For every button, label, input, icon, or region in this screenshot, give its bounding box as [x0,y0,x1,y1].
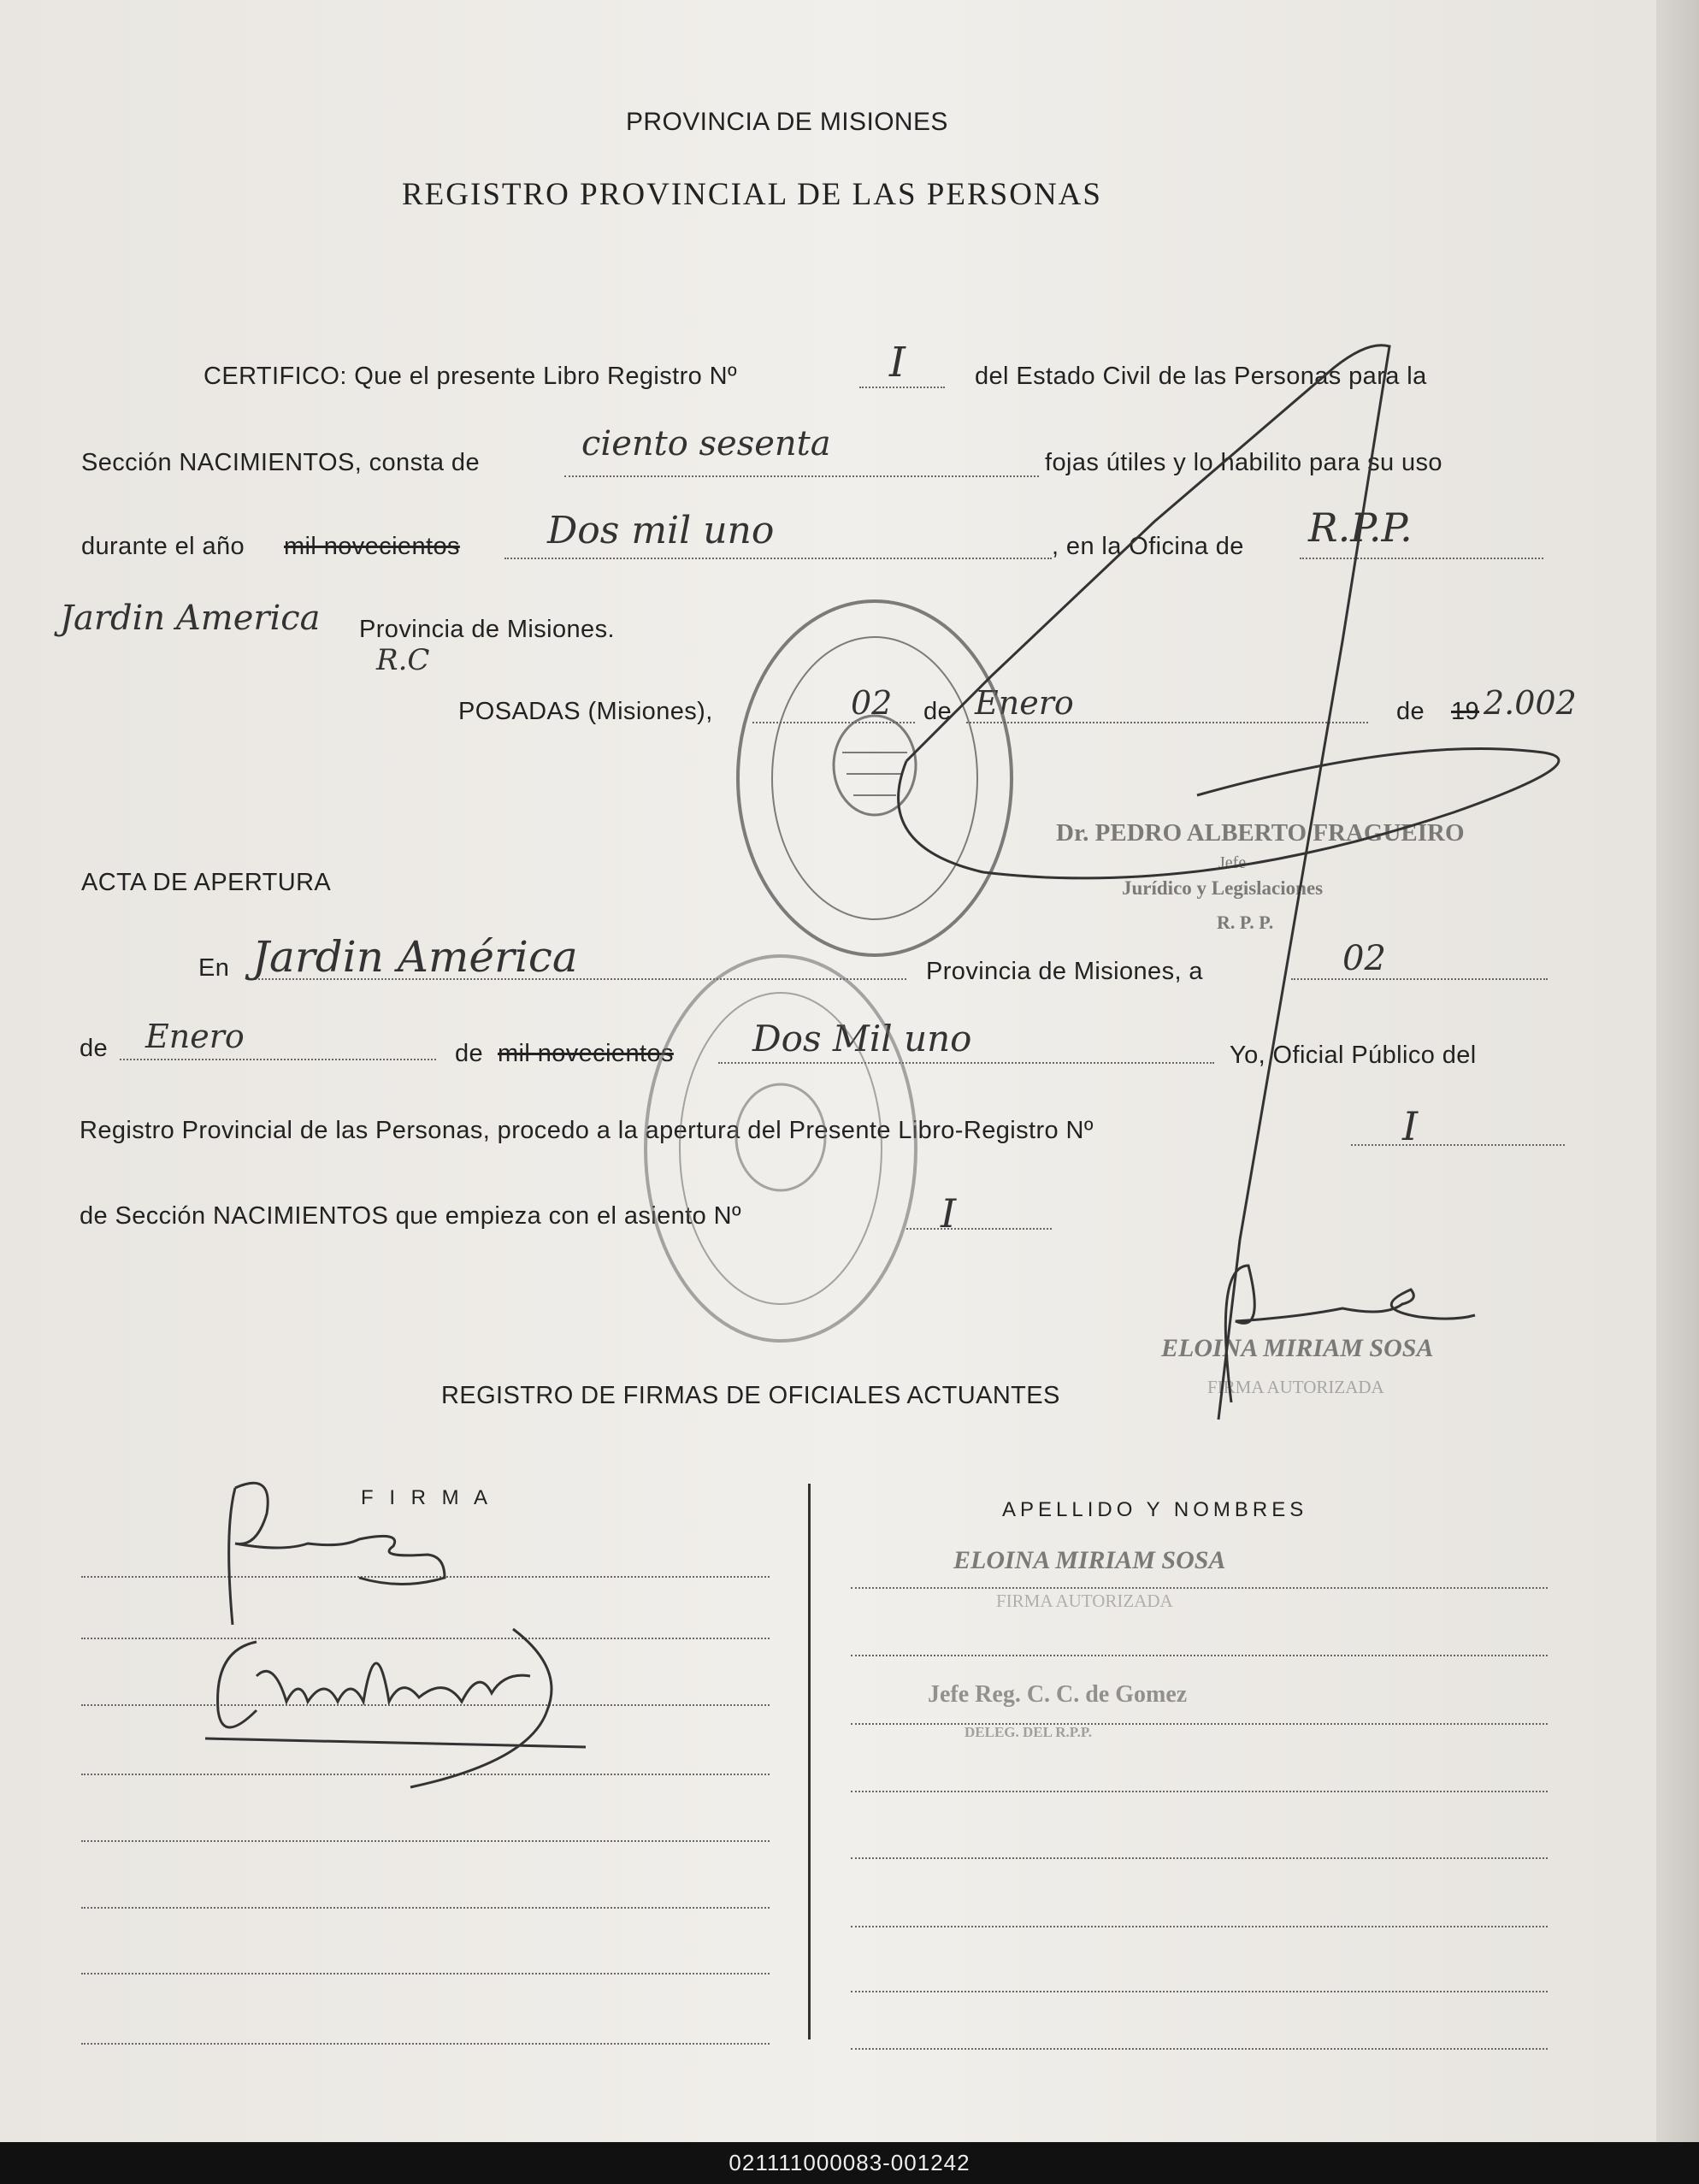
officer-signature-1 [229,1483,445,1625]
cert-struck-year: mil novecientos [284,533,460,560]
delegation-seal-lower [646,956,916,1341]
stamp-pedro-role: Jefe [1218,853,1247,872]
signatures-heading: REGISTRO DE FIRMAS DE OFICIALES ACTUANTES [441,1382,1060,1409]
stamp-pedro-dept: Jurídico y Legislaciones [1122,877,1324,899]
cert-book-no: I [889,339,906,387]
cert-office-place: Jardin America [60,599,321,638]
cert-line3-a: durante el año [81,533,245,560]
stamp-eloina-role: FIRMA AUTORIZADA [1207,1377,1384,1397]
apellido-column-header: APELLIDO Y NOMBRES [1002,1498,1308,1521]
stamp-pedro-org: R. P. P. [1217,912,1274,933]
cert-posadas: POSADAS (Misiones), [458,698,713,725]
cert-line2-a: Sección NACIMIENTOS, consta de [81,449,480,476]
stamp-deleg: Jefe Reg. C. C. de Gomez [928,1681,1188,1708]
acta-line4: de Sección NACIMIENTOS que empieza con el asiento Nº [80,1202,741,1230]
ministry-seal-upper [738,601,1012,955]
cert-line1-a: CERTIFICO: Que el presente Libro Registro Nº [204,363,737,390]
cert-folios: ciento sesenta [581,424,831,463]
cert-month: Enero [975,684,1074,722]
cert-line4: Provincia de Misiones. [359,616,615,643]
province-heading: PROVINCIA DE MISIONES [626,108,948,136]
acta-heading: ACTA DE APERTURA [81,869,332,896]
acta-line3: Registro Provincial de las Personas, procedo a la apertura del Presente Libro-Registro Nº [80,1117,1094,1144]
acta-province: Provincia de Misiones, a [926,958,1203,985]
acta-day: 02 [1342,939,1386,978]
stamp-eloina-2-role: FIRMA AUTORIZADA [996,1591,1173,1611]
acta-struck-mil: mil novecientos [498,1040,674,1067]
cert-line2-b: fojas útiles y lo habilito para su uso [1045,449,1442,476]
acta-book-no: I [1402,1103,1419,1149]
eloina-signature-top [1225,1266,1475,1402]
acta-yo: Yo, Oficial Público del [1230,1042,1477,1069]
cert-de1: de [923,698,953,725]
registry-heading: REGISTRO PROVINCIAL DE LAS PERSONAS [402,177,1102,212]
acta-year: Dos Mil uno [752,1018,972,1060]
acta-de-mil: de [455,1040,484,1067]
acta-month: Enero [145,1018,245,1055]
stamp-eloina-2: ELOINA MIRIAM SOSA [953,1546,1226,1574]
cert-day: 02 [851,684,893,722]
official-flourish [899,345,1559,1420]
acta-place: Jardin América [252,932,578,982]
archive-reference: 021111000083-001242 [0,2142,1699,2184]
cert-de2: de [1396,698,1425,725]
acta-entry-no: I [941,1190,957,1237]
cert-struck-19: 19 [1451,698,1480,725]
officer-signature-2 [205,1629,586,1787]
stamp-deleg-sub: DELEG. DEL R.P.P. [965,1724,1092,1740]
stamp-eloina: ELOINA MIRIAM SOSA [1161,1334,1434,1362]
stamp-pedro: Dr. PEDRO ALBERTO FRAGUEIRO [1056,819,1465,847]
cert-office: R.P.P. [1308,505,1413,551]
acta-de1: de [80,1035,109,1062]
cert-line3-b: , en la Oficina de [1052,533,1244,560]
cert-full-year: 2.002 [1484,684,1577,722]
cert-office-code: R.C [376,643,430,677]
cert-line1-b: del Estado Civil de las Personas para la [975,363,1427,390]
acta-en: En [198,954,230,982]
cert-year: Dos mil uno [547,509,775,552]
firma-column-header: F I R M A [361,1486,493,1509]
